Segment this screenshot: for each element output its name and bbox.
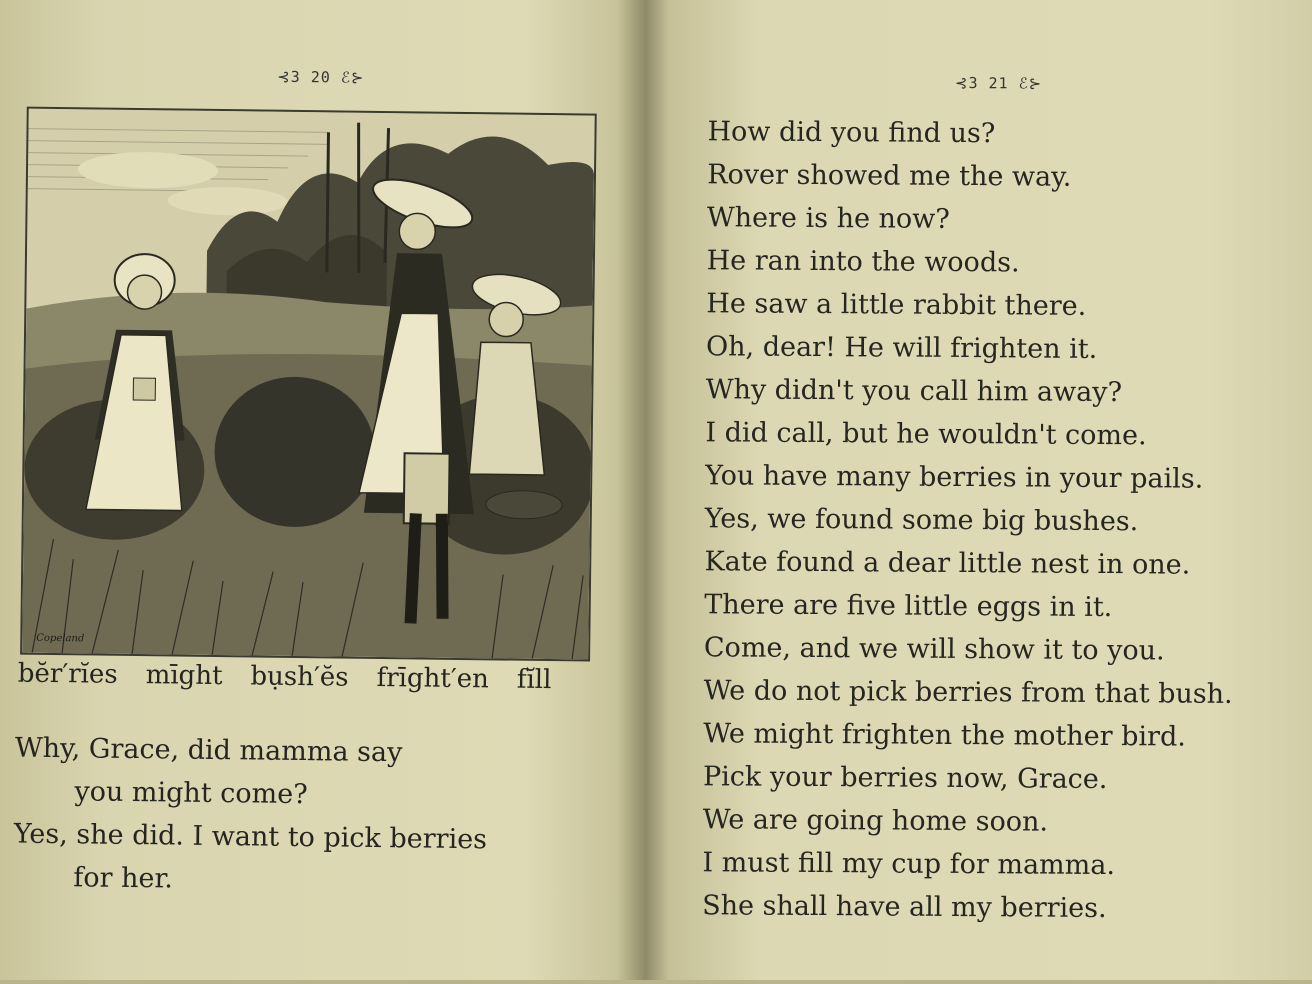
story-text-left [13, 727, 615, 906]
page-number: ⊰3 21 ℰ⊱ [954, 73, 1043, 93]
illustration [20, 107, 597, 662]
text-line: Why, Grace, did mamma say [14, 732, 403, 769]
text-line: You have many berries in your pails. [705, 460, 1204, 495]
vocab-word: mīght [145, 660, 223, 692]
text-line: Rover showed me the way. [707, 159, 1072, 193]
story-text-right [702, 110, 1308, 931]
text-line: He ran into the woods. [706, 245, 1020, 279]
text-line: you might come? [74, 776, 308, 811]
text-line: Kate found a dear little nest in one. [704, 546, 1191, 581]
text-line: How did you find us? [707, 116, 996, 150]
artist-signature: Copeland [36, 632, 85, 645]
text-line: Yes, we found some big bushes. [704, 503, 1139, 538]
text-line: Come, and we will show it to you. [703, 632, 1165, 667]
text-line: I did call, but he wouldn't come. [705, 417, 1147, 452]
text-line: We might frighten the mother bird. [703, 718, 1186, 753]
right-page [657, 0, 1312, 982]
text-line: Oh, dear! He will frighten it. [705, 331, 1098, 365]
berry-picking-engraving [22, 109, 595, 660]
text-line: She shall have all my berries. [702, 890, 1107, 925]
page-number: ⊰3 20 ℰ⊱ [277, 67, 365, 87]
vocab-word: bụsh′ĕs [250, 661, 349, 693]
text-line: We do not pick berries from that bush. [703, 675, 1233, 710]
vocab-word: frīght′en [376, 662, 490, 695]
left-page [0, 0, 646, 984]
text-line: for her. [73, 862, 174, 895]
text-line: Yes, she did. I want to pick berries [13, 818, 488, 856]
vocab-word: bĕr′rĭes [17, 658, 118, 690]
text-line: Where is he now? [706, 202, 950, 235]
text-line: Pick your berries now, Grace. [702, 761, 1108, 796]
vocab-word: fĭll [516, 664, 552, 696]
text-line: I must fill my cup for mamma. [702, 847, 1116, 882]
vocabulary-list [18, 659, 618, 696]
text-line: Why didn't you call him away? [705, 374, 1123, 409]
text-line: We are going home soon. [702, 804, 1049, 838]
text-line: He saw a little rabbit there. [706, 288, 1087, 322]
text-line: There are five little eggs in it. [704, 589, 1113, 624]
